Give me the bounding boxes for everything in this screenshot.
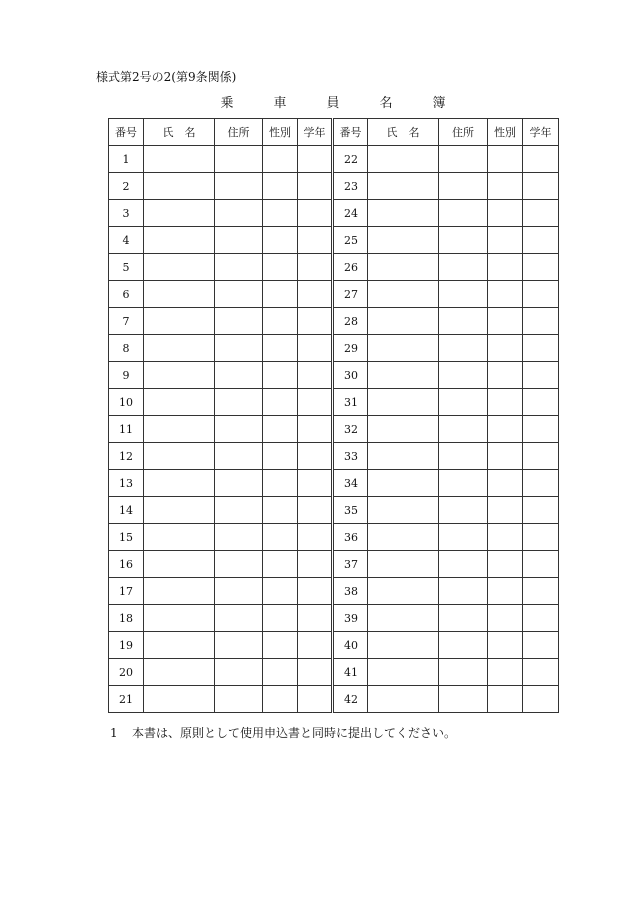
- grade-cell[interactable]: [523, 389, 559, 416]
- address-cell[interactable]: [215, 605, 263, 632]
- grade-cell[interactable]: [298, 524, 333, 551]
- grade-cell[interactable]: [523, 146, 559, 173]
- row-number: 35: [333, 497, 368, 524]
- address-cell[interactable]: [215, 470, 263, 497]
- name-cell[interactable]: [368, 605, 439, 632]
- grade-cell[interactable]: [523, 200, 559, 227]
- sex-cell[interactable]: [263, 497, 298, 524]
- name-cell[interactable]: [368, 146, 439, 173]
- sex-cell[interactable]: [263, 389, 298, 416]
- row-number: 18: [109, 605, 144, 632]
- address-cell[interactable]: [215, 551, 263, 578]
- grade-cell[interactable]: [523, 335, 559, 362]
- name-cell[interactable]: [144, 551, 215, 578]
- name-cell[interactable]: [368, 416, 439, 443]
- name-cell[interactable]: [144, 443, 215, 470]
- row-number: 32: [333, 416, 368, 443]
- row-number: 40: [333, 632, 368, 659]
- name-cell[interactable]: [144, 173, 215, 200]
- sex-cell[interactable]: [488, 686, 523, 713]
- row-number: 15: [109, 524, 144, 551]
- name-cell[interactable]: [368, 443, 439, 470]
- grade-cell[interactable]: [523, 578, 559, 605]
- grade-cell[interactable]: [298, 254, 333, 281]
- name-cell[interactable]: [368, 632, 439, 659]
- address-cell[interactable]: [215, 443, 263, 470]
- name-cell[interactable]: [144, 416, 215, 443]
- row-number: 25: [333, 227, 368, 254]
- row-number: 14: [109, 497, 144, 524]
- sex-cell[interactable]: [488, 632, 523, 659]
- name-cell[interactable]: [144, 632, 215, 659]
- row-number: 23: [333, 173, 368, 200]
- sex-cell[interactable]: [488, 470, 523, 497]
- row-number: 37: [333, 551, 368, 578]
- sex-cell[interactable]: [263, 524, 298, 551]
- address-cell[interactable]: [439, 686, 488, 713]
- table-row: [109, 605, 559, 632]
- sex-cell[interactable]: [263, 281, 298, 308]
- row-number: 3: [109, 200, 144, 227]
- sex-cell[interactable]: [488, 524, 523, 551]
- address-cell[interactable]: [439, 200, 488, 227]
- row-number: 20: [109, 659, 144, 686]
- sex-cell[interactable]: [488, 416, 523, 443]
- grade-cell[interactable]: [298, 470, 333, 497]
- grade-cell[interactable]: [298, 443, 333, 470]
- sex-cell[interactable]: [488, 551, 523, 578]
- grade-cell[interactable]: [298, 416, 333, 443]
- address-cell[interactable]: [215, 524, 263, 551]
- name-cell[interactable]: [368, 551, 439, 578]
- sex-cell[interactable]: [263, 308, 298, 335]
- table-row: [109, 308, 559, 335]
- name-cell[interactable]: [144, 335, 215, 362]
- address-cell[interactable]: [215, 254, 263, 281]
- name-cell[interactable]: [368, 308, 439, 335]
- address-cell[interactable]: [439, 146, 488, 173]
- sex-cell[interactable]: [488, 335, 523, 362]
- address-cell[interactable]: [215, 227, 263, 254]
- sex-cell[interactable]: [263, 227, 298, 254]
- sex-cell[interactable]: [263, 659, 298, 686]
- row-number: 8: [109, 335, 144, 362]
- header-grade: 学年: [523, 119, 559, 146]
- row-number: 1: [109, 146, 144, 173]
- grade-cell[interactable]: [523, 227, 559, 254]
- row-number: 41: [333, 659, 368, 686]
- grade-cell[interactable]: [298, 227, 333, 254]
- table-row: [109, 200, 559, 227]
- row-number: 21: [109, 686, 144, 713]
- title-char: 簿: [432, 96, 446, 111]
- title-char: 名: [379, 96, 393, 111]
- grade-cell[interactable]: [298, 173, 333, 200]
- grade-cell[interactable]: [298, 200, 333, 227]
- grade-cell[interactable]: [523, 659, 559, 686]
- name-cell[interactable]: [144, 227, 215, 254]
- sex-cell[interactable]: [488, 173, 523, 200]
- address-cell[interactable]: [439, 578, 488, 605]
- grade-cell[interactable]: [298, 362, 333, 389]
- grade-cell[interactable]: [523, 443, 559, 470]
- address-cell[interactable]: [439, 254, 488, 281]
- grade-cell[interactable]: [523, 524, 559, 551]
- address-cell[interactable]: [215, 578, 263, 605]
- name-cell[interactable]: [144, 281, 215, 308]
- table-row: [109, 254, 559, 281]
- grade-cell[interactable]: [298, 335, 333, 362]
- table-row: [109, 524, 559, 551]
- document-title: [108, 92, 558, 111]
- sex-cell[interactable]: [263, 146, 298, 173]
- name-cell[interactable]: [144, 524, 215, 551]
- header-grade: 学年: [298, 119, 333, 146]
- grade-cell[interactable]: [298, 686, 333, 713]
- row-number: 7: [109, 308, 144, 335]
- address-cell[interactable]: [439, 632, 488, 659]
- sex-cell[interactable]: [488, 389, 523, 416]
- table-row: [109, 497, 559, 524]
- title-char: 乗: [220, 96, 234, 111]
- row-number: 30: [333, 362, 368, 389]
- table-row: [109, 632, 559, 659]
- table-row: [109, 578, 559, 605]
- grade-cell[interactable]: [523, 686, 559, 713]
- address-cell[interactable]: [215, 686, 263, 713]
- row-number: 2: [109, 173, 144, 200]
- row-number: 29: [333, 335, 368, 362]
- sex-cell[interactable]: [263, 470, 298, 497]
- address-cell[interactable]: [215, 335, 263, 362]
- table-row: [109, 362, 559, 389]
- name-cell[interactable]: [368, 686, 439, 713]
- address-cell[interactable]: [215, 362, 263, 389]
- row-number: 36: [333, 524, 368, 551]
- address-cell[interactable]: [439, 470, 488, 497]
- name-cell[interactable]: [144, 497, 215, 524]
- row-number: 9: [109, 362, 144, 389]
- grade-cell[interactable]: [298, 551, 333, 578]
- header-number: 番号: [333, 119, 368, 146]
- address-cell[interactable]: [215, 173, 263, 200]
- grade-cell[interactable]: [298, 632, 333, 659]
- header-name: 氏 名: [368, 119, 439, 146]
- header-sex: 性別: [263, 119, 298, 146]
- table-header-row: [109, 119, 559, 146]
- address-cell[interactable]: [215, 659, 263, 686]
- row-number: 10: [109, 389, 144, 416]
- sex-cell[interactable]: [488, 443, 523, 470]
- address-cell[interactable]: [439, 335, 488, 362]
- name-cell[interactable]: [144, 308, 215, 335]
- table-row: [109, 281, 559, 308]
- sex-cell[interactable]: [488, 308, 523, 335]
- sex-cell[interactable]: [263, 254, 298, 281]
- header-sex: 性別: [488, 119, 523, 146]
- name-cell[interactable]: [368, 200, 439, 227]
- sex-cell[interactable]: [263, 686, 298, 713]
- name-cell[interactable]: [144, 659, 215, 686]
- row-number: 31: [333, 389, 368, 416]
- grade-cell[interactable]: [298, 146, 333, 173]
- address-cell[interactable]: [439, 551, 488, 578]
- address-cell[interactable]: [215, 497, 263, 524]
- grade-cell[interactable]: [298, 389, 333, 416]
- name-cell[interactable]: [144, 605, 215, 632]
- row-number: 4: [109, 227, 144, 254]
- grade-cell[interactable]: [523, 497, 559, 524]
- address-cell[interactable]: [439, 416, 488, 443]
- sex-cell[interactable]: [488, 254, 523, 281]
- table-row: [109, 416, 559, 443]
- sex-cell[interactable]: [488, 578, 523, 605]
- table-row: [109, 686, 559, 713]
- sex-cell[interactable]: [263, 362, 298, 389]
- sex-cell[interactable]: [263, 443, 298, 470]
- row-number: 28: [333, 308, 368, 335]
- row-number: 22: [333, 146, 368, 173]
- header-address: 住所: [215, 119, 263, 146]
- name-cell[interactable]: [144, 578, 215, 605]
- grade-cell[interactable]: [523, 308, 559, 335]
- sex-cell[interactable]: [263, 578, 298, 605]
- name-cell[interactable]: [368, 281, 439, 308]
- form-number-label: 様式第2号の2(第9条関係): [96, 70, 237, 84]
- sex-cell[interactable]: [263, 335, 298, 362]
- name-cell[interactable]: [144, 362, 215, 389]
- sex-cell[interactable]: [488, 605, 523, 632]
- grade-cell[interactable]: [523, 362, 559, 389]
- title-char: 員: [326, 96, 340, 111]
- sex-cell[interactable]: [488, 497, 523, 524]
- address-cell[interactable]: [439, 524, 488, 551]
- grade-cell[interactable]: [298, 578, 333, 605]
- sex-cell[interactable]: [488, 659, 523, 686]
- passenger-roster-table: [108, 118, 559, 713]
- grade-cell[interactable]: [523, 551, 559, 578]
- row-number: 12: [109, 443, 144, 470]
- grade-cell[interactable]: [298, 281, 333, 308]
- sex-cell[interactable]: [488, 146, 523, 173]
- row-number: 19: [109, 632, 144, 659]
- name-cell[interactable]: [144, 200, 215, 227]
- address-cell[interactable]: [215, 200, 263, 227]
- header-name: 氏 名: [144, 119, 215, 146]
- row-number: 38: [333, 578, 368, 605]
- address-cell[interactable]: [439, 443, 488, 470]
- name-cell[interactable]: [144, 254, 215, 281]
- grade-cell[interactable]: [523, 632, 559, 659]
- table-row: [109, 227, 559, 254]
- table-row: [109, 470, 559, 497]
- grade-cell[interactable]: [523, 416, 559, 443]
- name-cell[interactable]: [368, 227, 439, 254]
- row-number: 34: [333, 470, 368, 497]
- grade-cell[interactable]: [523, 173, 559, 200]
- footnote-index: 1: [110, 726, 118, 740]
- name-cell[interactable]: [368, 389, 439, 416]
- row-number: 17: [109, 578, 144, 605]
- table-row: [109, 335, 559, 362]
- address-cell[interactable]: [215, 389, 263, 416]
- address-cell[interactable]: [439, 308, 488, 335]
- name-cell[interactable]: [368, 173, 439, 200]
- name-cell[interactable]: [144, 470, 215, 497]
- name-cell[interactable]: [144, 686, 215, 713]
- table-row: [109, 551, 559, 578]
- grade-cell[interactable]: [298, 497, 333, 524]
- address-cell[interactable]: [439, 227, 488, 254]
- name-cell[interactable]: [368, 524, 439, 551]
- table-row: [109, 146, 559, 173]
- address-cell[interactable]: [439, 389, 488, 416]
- address-cell[interactable]: [439, 659, 488, 686]
- grade-cell[interactable]: [523, 281, 559, 308]
- title-char: 車: [273, 96, 287, 111]
- name-cell[interactable]: [368, 335, 439, 362]
- row-number: 13: [109, 470, 144, 497]
- header-number: 番号: [109, 119, 144, 146]
- grade-cell[interactable]: [298, 308, 333, 335]
- sex-cell[interactable]: [263, 173, 298, 200]
- sex-cell[interactable]: [263, 605, 298, 632]
- name-cell[interactable]: [144, 146, 215, 173]
- name-cell[interactable]: [368, 578, 439, 605]
- table-row: [109, 389, 559, 416]
- sex-cell[interactable]: [488, 227, 523, 254]
- sex-cell[interactable]: [263, 416, 298, 443]
- sex-cell[interactable]: [488, 200, 523, 227]
- table-row: [109, 173, 559, 200]
- name-cell[interactable]: [368, 254, 439, 281]
- row-number: 6: [109, 281, 144, 308]
- grade-cell[interactable]: [298, 605, 333, 632]
- sex-cell[interactable]: [488, 362, 523, 389]
- name-cell[interactable]: [368, 497, 439, 524]
- table-row: [109, 443, 559, 470]
- header-address: 住所: [439, 119, 488, 146]
- row-number: 24: [333, 200, 368, 227]
- row-number: 27: [333, 281, 368, 308]
- sex-cell[interactable]: [488, 281, 523, 308]
- address-cell[interactable]: [439, 281, 488, 308]
- address-cell[interactable]: [215, 308, 263, 335]
- table-row: [109, 659, 559, 686]
- row-number: 5: [109, 254, 144, 281]
- grade-cell[interactable]: [523, 470, 559, 497]
- sex-cell[interactable]: [263, 200, 298, 227]
- address-cell[interactable]: [439, 362, 488, 389]
- row-number: 11: [109, 416, 144, 443]
- row-number: 26: [333, 254, 368, 281]
- footnote-text: 本書は、原則として使用申込書と同時に提出してください。: [132, 726, 457, 740]
- sex-cell[interactable]: [263, 632, 298, 659]
- footnote: [110, 724, 456, 741]
- address-cell[interactable]: [439, 173, 488, 200]
- sex-cell[interactable]: [263, 551, 298, 578]
- address-cell[interactable]: [215, 416, 263, 443]
- address-cell[interactable]: [439, 605, 488, 632]
- name-cell[interactable]: [368, 470, 439, 497]
- row-number: 16: [109, 551, 144, 578]
- address-cell[interactable]: [215, 281, 263, 308]
- row-number: 42: [333, 686, 368, 713]
- address-cell[interactable]: [215, 146, 263, 173]
- address-cell[interactable]: [215, 632, 263, 659]
- row-number: 33: [333, 443, 368, 470]
- name-cell[interactable]: [144, 389, 215, 416]
- row-number: 39: [333, 605, 368, 632]
- name-cell[interactable]: [368, 659, 439, 686]
- name-cell[interactable]: [368, 362, 439, 389]
- grade-cell[interactable]: [523, 254, 559, 281]
- grade-cell[interactable]: [298, 659, 333, 686]
- grade-cell[interactable]: [523, 605, 559, 632]
- address-cell[interactable]: [439, 497, 488, 524]
